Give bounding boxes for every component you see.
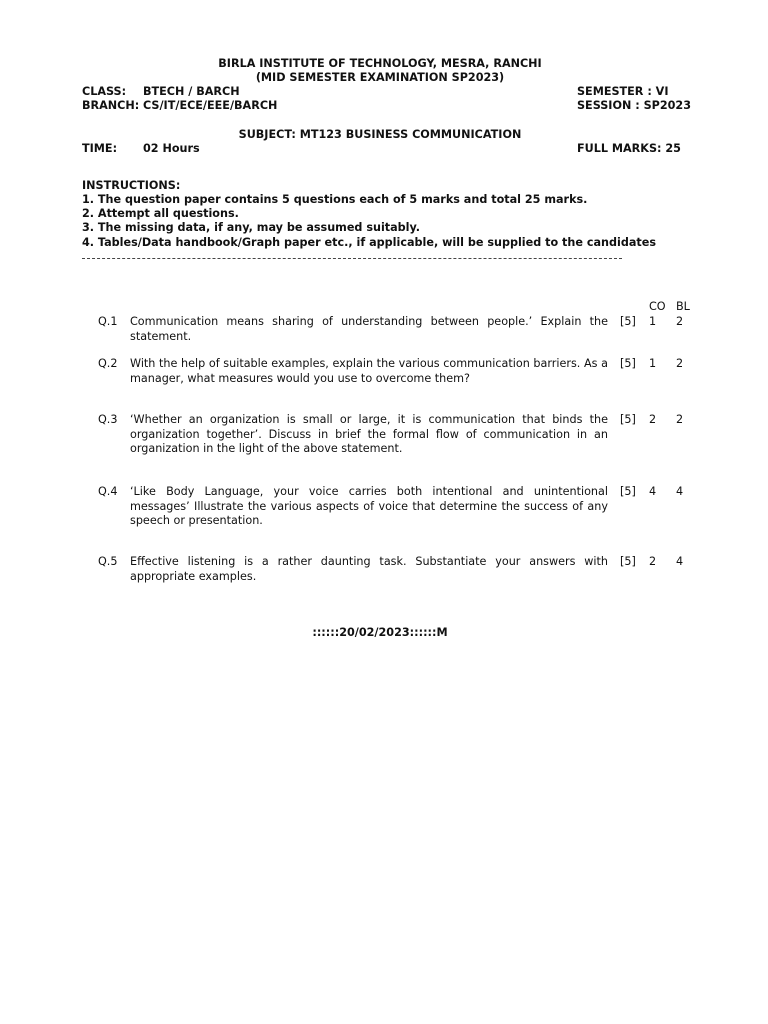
instruction-item: 1. The question paper contains 5 questions each of 5 marks and total 25 marks. bbox=[82, 193, 588, 206]
question-bl: 2 bbox=[676, 315, 684, 328]
question-text: Communication means sharing of understanding between people.’ Explain the statement. bbox=[130, 315, 608, 343]
question-marks: [5] bbox=[620, 357, 636, 370]
instruction-item: 4. Tables/Data handbook/Graph paper etc., if applicable, will be supplied to the candidates bbox=[82, 236, 656, 249]
question-text: With the help of suitable examples, explain the various communication barriers. As a manager, what measures would you use to overcome them? bbox=[130, 357, 608, 385]
question-text: ‘Whether an organization is small or large, it is communication that binds the organization together’. Discuss in brief the formal flow of communication in an organization in the light of the above statement. bbox=[130, 413, 608, 455]
time-label: TIME: bbox=[82, 142, 118, 155]
instruction-item: 2. Attempt all questions. bbox=[82, 207, 239, 220]
subject: SUBJECT: MT123 BUSINESS COMMUNICATION bbox=[238, 128, 522, 141]
question-bl: 2 bbox=[676, 413, 684, 426]
question-bl: 4 bbox=[676, 485, 684, 498]
separator-line bbox=[82, 258, 622, 259]
exam-title: (MID SEMESTER EXAMINATION SP2023) bbox=[255, 71, 505, 84]
question-marks: [5] bbox=[620, 485, 636, 498]
question-text: ‘Like Body Language, your voice carries both intentional and unintentional messages’ Illustrate the various aspects of voice that determine the success of any speech or presentation. bbox=[130, 485, 608, 527]
branch-label: BRANCH: bbox=[82, 99, 140, 112]
footer-date: ::::::20/02/2023::::::M bbox=[312, 626, 448, 639]
question-marks: [5] bbox=[620, 413, 636, 426]
question-number: Q.1 bbox=[98, 315, 118, 328]
question-co: 1 bbox=[649, 315, 657, 328]
semester: SEMESTER : VI bbox=[577, 85, 669, 98]
question-marks: [5] bbox=[620, 555, 636, 568]
question-number: Q.5 bbox=[98, 555, 118, 568]
question-marks: [5] bbox=[620, 315, 636, 328]
instructions-title: INSTRUCTIONS: bbox=[82, 179, 181, 192]
question-number: Q.3 bbox=[98, 413, 118, 426]
session: SESSION : SP2023 bbox=[577, 99, 692, 112]
question-number: Q.4 bbox=[98, 485, 118, 498]
full-marks: FULL MARKS: 25 bbox=[577, 142, 681, 155]
question-bl: 2 bbox=[676, 357, 684, 370]
time-value: 02 Hours bbox=[143, 142, 200, 155]
question-number: Q.2 bbox=[98, 357, 118, 370]
question-co: 2 bbox=[649, 413, 657, 426]
question-co: 1 bbox=[649, 357, 657, 370]
question-text: Effective listening is a rather daunting task. Substantiate your answers with appropriate examples. bbox=[130, 555, 608, 583]
question-co: 2 bbox=[649, 555, 657, 568]
question-bl: 4 bbox=[676, 555, 684, 568]
co-header: CO bbox=[649, 300, 666, 313]
question-co: 4 bbox=[649, 485, 657, 498]
institute-name: BIRLA INSTITUTE OF TECHNOLOGY, MESRA, RANCHI bbox=[218, 57, 542, 70]
class-value: BTECH / BARCH bbox=[143, 85, 240, 98]
class-label: CLASS: bbox=[82, 85, 127, 98]
instruction-item: 3. The missing data, if any, may be assumed suitably. bbox=[82, 221, 421, 234]
bl-header: BL bbox=[676, 300, 690, 313]
branch-value: CS/IT/ECE/EEE/BARCH bbox=[143, 99, 278, 112]
